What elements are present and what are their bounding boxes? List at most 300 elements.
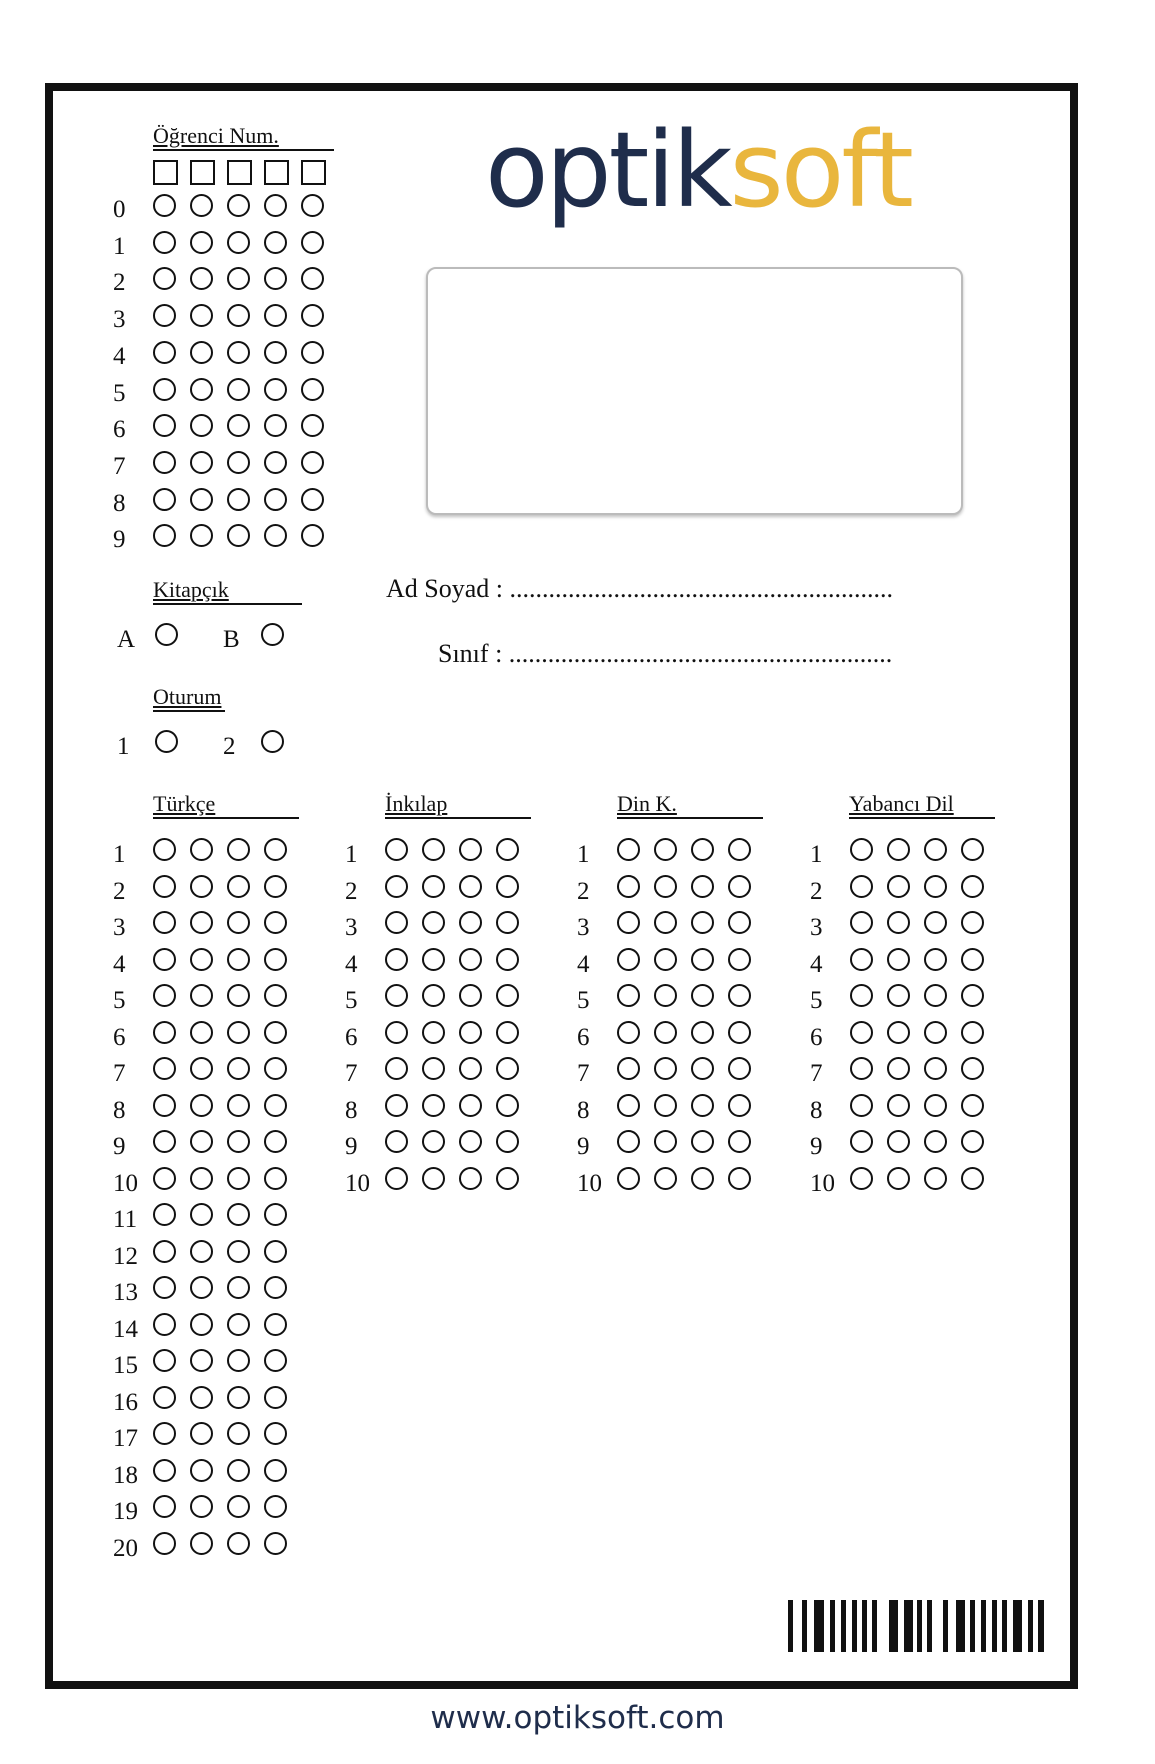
answer-bubble[interactable] — [227, 1532, 250, 1555]
student-number-bubble[interactable] — [301, 451, 324, 474]
answer-bubble[interactable] — [654, 875, 677, 898]
answer-bubble[interactable] — [190, 911, 213, 934]
question-number: 9 — [810, 1133, 823, 1160]
answer-bubble[interactable] — [961, 984, 984, 1007]
section-heading: Din K. — [617, 793, 763, 819]
student-number-bubble[interactable] — [190, 231, 213, 254]
answer-bubble[interactable] — [264, 1349, 287, 1372]
answer-bubble[interactable] — [422, 1094, 445, 1117]
answer-bubble[interactable] — [153, 1130, 176, 1153]
answer-bubble[interactable] — [190, 875, 213, 898]
answer-bubble[interactable] — [227, 1094, 250, 1117]
answer-bubble[interactable] — [850, 948, 873, 971]
answer-bubble[interactable] — [887, 1130, 910, 1153]
answer-bubble[interactable] — [691, 875, 714, 898]
question-number: 5 — [345, 987, 358, 1014]
answer-bubble[interactable] — [385, 1057, 408, 1080]
answer-bubble[interactable] — [496, 1167, 519, 1190]
answer-bubble[interactable] — [617, 1130, 640, 1153]
answer-bubble[interactable] — [924, 1094, 947, 1117]
question-number: 8 — [577, 1096, 590, 1124]
barcode-bar — [970, 1600, 975, 1652]
question-number: 10 — [113, 1169, 138, 1197]
answer-bubble[interactable] — [190, 1094, 213, 1117]
answer-bubble[interactable] — [961, 911, 984, 934]
answer-bubble[interactable] — [264, 948, 287, 971]
answer-bubble[interactable] — [459, 1167, 482, 1190]
answer-bubble[interactable] — [961, 838, 984, 861]
student-number-bubble[interactable] — [227, 378, 250, 401]
answer-bubble[interactable] — [385, 911, 408, 934]
answer-bubble[interactable] — [887, 984, 910, 1007]
student-number-bubble[interactable] — [264, 451, 287, 474]
student-number-bubble[interactable] — [190, 451, 213, 474]
answer-bubble[interactable] — [654, 1130, 677, 1153]
answer-bubble[interactable] — [850, 1057, 873, 1080]
question-number: 7 — [577, 1060, 590, 1087]
barcode-bar — [1028, 1600, 1033, 1652]
answer-bubble[interactable] — [654, 1167, 677, 1190]
question-number: 6 — [810, 1023, 823, 1051]
question-number: 4 — [113, 950, 126, 978]
answer-bubble[interactable] — [422, 1167, 445, 1190]
session-1-bubble[interactable] — [155, 730, 178, 753]
answer-bubble[interactable] — [385, 838, 408, 861]
answer-bubble[interactable] — [924, 911, 947, 934]
answer-bubble[interactable] — [961, 948, 984, 971]
answer-bubble[interactable] — [617, 875, 640, 898]
answer-bubble[interactable] — [190, 1057, 213, 1080]
answer-bubble[interactable] — [153, 838, 176, 861]
answer-bubble[interactable] — [924, 1057, 947, 1080]
answer-bubble[interactable] — [190, 948, 213, 971]
answer-bubble[interactable] — [264, 1240, 287, 1263]
answer-bubble[interactable] — [496, 1094, 519, 1117]
barcode-bar — [872, 1600, 877, 1652]
answer-bubble[interactable] — [227, 1349, 250, 1372]
answer-bubble[interactable] — [617, 1167, 640, 1190]
student-number-bubble[interactable] — [153, 341, 176, 364]
question-number: 16 — [113, 1388, 138, 1416]
answer-bubble[interactable] — [385, 948, 408, 971]
barcode-bar — [1013, 1600, 1022, 1652]
answer-bubble[interactable] — [264, 1422, 287, 1445]
question-number: 14 — [113, 1315, 138, 1343]
student-number-bubble[interactable] — [153, 194, 176, 217]
answer-bubble[interactable] — [691, 984, 714, 1007]
answer-bubble[interactable] — [264, 1532, 287, 1555]
student-number-bubble[interactable] — [227, 231, 250, 254]
answer-bubble[interactable] — [961, 1057, 984, 1080]
answer-bubble[interactable] — [850, 984, 873, 1007]
answer-bubble[interactable] — [227, 1495, 250, 1518]
answer-bubble[interactable] — [264, 1057, 287, 1080]
answer-bubble[interactable] — [654, 911, 677, 934]
student-number-bubble[interactable] — [301, 231, 324, 254]
answer-bubble[interactable] — [190, 1240, 213, 1263]
answer-bubble[interactable] — [227, 1276, 250, 1299]
answer-bubble[interactable] — [227, 948, 250, 971]
answer-bubble[interactable] — [422, 875, 445, 898]
answer-bubble[interactable] — [728, 1130, 751, 1153]
answer-bubble[interactable] — [153, 875, 176, 898]
question-number: 8 — [113, 1096, 126, 1124]
answer-bubble[interactable] — [691, 838, 714, 861]
answer-bubble[interactable] — [691, 1021, 714, 1044]
student-number-bubble[interactable] — [301, 378, 324, 401]
student-number-bubble[interactable] — [153, 231, 176, 254]
student-number-digit-box[interactable] — [301, 160, 326, 185]
answer-bubble[interactable] — [264, 1276, 287, 1299]
student-number-digit-box[interactable] — [227, 160, 252, 185]
answer-bubble[interactable] — [617, 984, 640, 1007]
answer-bubble[interactable] — [459, 838, 482, 861]
answer-bubble[interactable] — [887, 911, 910, 934]
answer-bubble[interactable] — [728, 948, 751, 971]
answer-bubble[interactable] — [924, 1021, 947, 1044]
answer-bubble[interactable] — [264, 1459, 287, 1482]
answer-bubble[interactable] — [227, 911, 250, 934]
answer-bubble[interactable] — [227, 1313, 250, 1336]
student-number-bubble[interactable] — [153, 451, 176, 474]
student-number-digit-box[interactable] — [264, 160, 289, 185]
barcode-bar — [1038, 1600, 1044, 1652]
student-number-bubble[interactable] — [227, 341, 250, 364]
answer-bubble[interactable] — [496, 911, 519, 934]
student-number-digit-box[interactable] — [190, 160, 215, 185]
session-2-bubble[interactable] — [261, 730, 284, 753]
answer-bubble[interactable] — [422, 911, 445, 934]
answer-bubble[interactable] — [153, 1203, 176, 1226]
digit-label: 7 — [113, 452, 126, 480]
answer-bubble[interactable] — [227, 1021, 250, 1044]
question-number: 9 — [577, 1133, 590, 1160]
student-number-bubble[interactable] — [227, 304, 250, 327]
answer-bubble[interactable] — [924, 838, 947, 861]
answer-bubble[interactable] — [496, 948, 519, 971]
answer-bubble[interactable] — [153, 1422, 176, 1445]
answer-bubble[interactable] — [728, 911, 751, 934]
student-number-bubble[interactable] — [264, 341, 287, 364]
barcode-bar — [841, 1600, 846, 1652]
session-heading: Oturum — [153, 686, 225, 712]
answer-bubble[interactable] — [385, 984, 408, 1007]
answer-bubble[interactable] — [190, 984, 213, 1007]
answer-bubble[interactable] — [153, 1532, 176, 1555]
barcode-bar — [943, 1600, 948, 1652]
student-number-bubble[interactable] — [153, 378, 176, 401]
answer-bubble[interactable] — [190, 1167, 213, 1190]
answer-bubble[interactable] — [227, 875, 250, 898]
answer-bubble[interactable] — [961, 1094, 984, 1117]
answer-bubble[interactable] — [190, 1276, 213, 1299]
answer-bubble[interactable] — [153, 984, 176, 1007]
student-number-bubble[interactable] — [301, 194, 324, 217]
answer-bubble[interactable] — [227, 1459, 250, 1482]
answer-bubble[interactable] — [422, 1130, 445, 1153]
answer-bubble[interactable] — [459, 875, 482, 898]
answer-bubble[interactable] — [728, 838, 751, 861]
answer-bubble[interactable] — [264, 911, 287, 934]
answer-bubble[interactable] — [496, 875, 519, 898]
student-number-bubble[interactable] — [264, 488, 287, 511]
answer-bubble[interactable] — [850, 838, 873, 861]
digit-label: 0 — [113, 196, 126, 223]
answer-bubble[interactable] — [227, 1203, 250, 1226]
answer-bubble[interactable] — [961, 875, 984, 898]
student-number-bubble[interactable] — [264, 304, 287, 327]
answer-bubble[interactable] — [227, 1386, 250, 1409]
student-number-digit-box[interactable] — [153, 160, 178, 185]
answer-bubble[interactable] — [459, 1021, 482, 1044]
student-number-bubble[interactable] — [264, 194, 287, 217]
answer-bubble[interactable] — [422, 984, 445, 1007]
name-field[interactable]: Ad Soyad : ........................................................... — [386, 574, 893, 603]
answer-bubble[interactable] — [459, 911, 482, 934]
answer-bubble[interactable] — [654, 1094, 677, 1117]
website-url[interactable]: www.optiksoft.com — [430, 1700, 725, 1736]
answer-bubble[interactable] — [887, 1057, 910, 1080]
student-number-bubble[interactable] — [264, 231, 287, 254]
answer-bubble[interactable] — [153, 1167, 176, 1190]
answer-bubble[interactable] — [153, 1349, 176, 1372]
question-number: 9 — [113, 1133, 126, 1160]
answer-bubble[interactable] — [924, 1130, 947, 1153]
answer-bubble[interactable] — [924, 984, 947, 1007]
question-number: 7 — [810, 1060, 823, 1087]
answer-bubble[interactable] — [227, 838, 250, 861]
answer-bubble[interactable] — [153, 1313, 176, 1336]
answer-bubble[interactable] — [691, 1094, 714, 1117]
answer-bubble[interactable] — [190, 838, 213, 861]
answer-bubble[interactable] — [153, 911, 176, 934]
answer-bubble[interactable] — [728, 875, 751, 898]
student-number-bubble[interactable] — [301, 304, 324, 327]
student-number-bubble[interactable] — [190, 304, 213, 327]
answer-bubble[interactable] — [190, 1532, 213, 1555]
answer-bubble[interactable] — [924, 948, 947, 971]
answer-bubble[interactable] — [459, 1130, 482, 1153]
answer-bubble[interactable] — [459, 984, 482, 1007]
answer-bubble[interactable] — [190, 1386, 213, 1409]
answer-bubble[interactable] — [961, 1021, 984, 1044]
answer-bubble[interactable] — [691, 911, 714, 934]
answer-bubble[interactable] — [153, 1094, 176, 1117]
booklet-label-a: A — [117, 626, 136, 653]
question-number: 3 — [113, 914, 126, 941]
booklet-heading: Kitapçık — [153, 579, 302, 605]
student-number-bubble[interactable] — [190, 378, 213, 401]
answer-bubble[interactable] — [961, 1167, 984, 1190]
answer-bubble[interactable] — [264, 984, 287, 1007]
barcode-bar — [917, 1600, 922, 1652]
question-number: 3 — [345, 914, 358, 941]
answer-bubble[interactable] — [887, 1021, 910, 1044]
question-number: 10 — [345, 1169, 370, 1197]
answer-bubble[interactable] — [422, 948, 445, 971]
answer-bubble[interactable] — [617, 1057, 640, 1080]
student-number-bubble[interactable] — [190, 488, 213, 511]
answer-bubble[interactable] — [850, 1130, 873, 1153]
session-label-2: 2 — [223, 733, 236, 760]
student-number-bubble[interactable] — [301, 488, 324, 511]
answer-bubble[interactable] — [728, 1057, 751, 1080]
answer-bubble[interactable] — [190, 1495, 213, 1518]
answer-bubble[interactable] — [264, 1386, 287, 1409]
answer-bubble[interactable] — [617, 1094, 640, 1117]
answer-bubble[interactable] — [691, 1167, 714, 1190]
answer-bubble[interactable] — [728, 1094, 751, 1117]
question-number: 1 — [810, 841, 823, 868]
answer-bubble[interactable] — [153, 1057, 176, 1080]
answer-bubble[interactable] — [153, 1495, 176, 1518]
answer-bubble[interactable] — [190, 1349, 213, 1372]
answer-bubble[interactable] — [654, 1057, 677, 1080]
answer-bubble[interactable] — [264, 1094, 287, 1117]
answer-bubble[interactable] — [496, 1021, 519, 1044]
booklet-a-bubble[interactable] — [155, 623, 178, 646]
answer-bubble[interactable] — [264, 875, 287, 898]
answer-bubble[interactable] — [422, 838, 445, 861]
student-number-bubble[interactable] — [153, 304, 176, 327]
answer-bubble[interactable] — [385, 1130, 408, 1153]
answer-bubble[interactable] — [264, 1021, 287, 1044]
student-number-bubble[interactable] — [264, 378, 287, 401]
answer-bubble[interactable] — [617, 911, 640, 934]
answer-bubble[interactable] — [385, 875, 408, 898]
answer-bubble[interactable] — [691, 1057, 714, 1080]
student-number-bubble[interactable] — [301, 341, 324, 364]
question-number: 5 — [577, 987, 590, 1014]
answer-bubble[interactable] — [887, 875, 910, 898]
student-number-bubble[interactable] — [190, 341, 213, 364]
question-number: 15 — [113, 1352, 138, 1379]
barcode-bar — [788, 1600, 793, 1652]
student-number-bubble[interactable] — [227, 194, 250, 217]
question-number: 9 — [345, 1133, 358, 1160]
answer-bubble[interactable] — [227, 1057, 250, 1080]
section-heading: Yabancı Dil — [849, 793, 995, 819]
answer-bubble[interactable] — [887, 1167, 910, 1190]
answer-bubble[interactable] — [924, 1167, 947, 1190]
answer-bubble[interactable] — [887, 838, 910, 861]
answer-bubble[interactable] — [153, 1386, 176, 1409]
question-number: 8 — [810, 1096, 823, 1124]
answer-bubble[interactable] — [190, 1422, 213, 1445]
answer-bubble[interactable] — [654, 1021, 677, 1044]
answer-bubble[interactable] — [264, 1130, 287, 1153]
answer-bubble[interactable] — [459, 1094, 482, 1117]
answer-bubble[interactable] — [924, 875, 947, 898]
answer-bubble[interactable] — [227, 1130, 250, 1153]
answer-bubble[interactable] — [153, 1240, 176, 1263]
answer-bubble[interactable] — [654, 984, 677, 1007]
answer-bubble[interactable] — [264, 1203, 287, 1226]
student-number-bubble[interactable] — [227, 488, 250, 511]
answer-bubble[interactable] — [691, 1130, 714, 1153]
answer-bubble[interactable] — [227, 1240, 250, 1263]
answer-bubble[interactable] — [264, 1313, 287, 1336]
answer-bubble[interactable] — [264, 838, 287, 861]
answer-bubble[interactable] — [617, 1021, 640, 1044]
answer-bubble[interactable] — [385, 1021, 408, 1044]
answer-bubble[interactable] — [153, 1276, 176, 1299]
answer-bubble[interactable] — [264, 1167, 287, 1190]
section-heading: Türkçe — [153, 793, 299, 819]
session-label-1: 1 — [117, 733, 130, 760]
barcode-bar — [956, 1600, 965, 1652]
answer-bubble[interactable] — [728, 1167, 751, 1190]
answer-bubble[interactable] — [850, 1094, 873, 1117]
answer-bubble[interactable] — [728, 1021, 751, 1044]
answer-bubble[interactable] — [850, 911, 873, 934]
question-number: 4 — [577, 950, 590, 978]
question-number: 1 — [345, 841, 358, 868]
question-number: 3 — [810, 914, 823, 941]
answer-bubble[interactable] — [887, 948, 910, 971]
answer-bubble[interactable] — [496, 1057, 519, 1080]
answer-bubble[interactable] — [850, 875, 873, 898]
answer-bubble[interactable] — [153, 1459, 176, 1482]
answer-bubble[interactable] — [422, 1021, 445, 1044]
answer-bubble[interactable] — [227, 984, 250, 1007]
answer-bubble[interactable] — [422, 1057, 445, 1080]
answer-bubble[interactable] — [190, 1313, 213, 1336]
answer-bubble[interactable] — [496, 1130, 519, 1153]
answer-bubble[interactable] — [227, 1167, 250, 1190]
answer-bubble[interactable] — [459, 1057, 482, 1080]
question-number: 11 — [113, 1206, 138, 1233]
answer-bubble[interactable] — [227, 1422, 250, 1445]
student-number-bubble[interactable] — [227, 451, 250, 474]
answer-bubble[interactable] — [385, 1167, 408, 1190]
answer-bubble[interactable] — [190, 1130, 213, 1153]
answer-bubble[interactable] — [459, 948, 482, 971]
question-number: 3 — [577, 914, 590, 941]
answer-bubble[interactable] — [190, 1203, 213, 1226]
answer-bubble[interactable] — [617, 838, 640, 861]
answer-bubble[interactable] — [496, 984, 519, 1007]
student-number-bubble[interactable] — [190, 194, 213, 217]
student-number-heading: Öğrenci Num. — [153, 125, 334, 151]
digit-label: 6 — [113, 416, 126, 444]
digit-label: 9 — [113, 526, 126, 554]
answer-bubble[interactable] — [850, 1167, 873, 1190]
answer-bubble[interactable] — [728, 984, 751, 1007]
answer-bubble[interactable] — [153, 948, 176, 971]
class-field[interactable]: Sınıf : ........................................................... — [438, 639, 893, 668]
question-number: 6 — [113, 1023, 126, 1051]
barcode-bar — [814, 1600, 824, 1652]
question-number: 17 — [113, 1425, 138, 1452]
answer-bubble[interactable] — [190, 1021, 213, 1044]
booklet-b-bubble[interactable] — [261, 623, 284, 646]
answer-bubble[interactable] — [496, 838, 519, 861]
answer-bubble[interactable] — [691, 948, 714, 971]
answer-bubble[interactable] — [264, 1495, 287, 1518]
student-number-bubble[interactable] — [153, 488, 176, 511]
answer-bubble[interactable] — [654, 838, 677, 861]
answer-bubble[interactable] — [887, 1094, 910, 1117]
question-number: 18 — [113, 1461, 138, 1489]
answer-bubble[interactable] — [190, 1459, 213, 1482]
answer-bubble[interactable] — [654, 948, 677, 971]
answer-bubble[interactable] — [961, 1130, 984, 1153]
answer-bubble[interactable] — [617, 948, 640, 971]
answer-bubble[interactable] — [153, 1021, 176, 1044]
answer-bubble[interactable] — [850, 1021, 873, 1044]
answer-bubble[interactable] — [385, 1094, 408, 1117]
